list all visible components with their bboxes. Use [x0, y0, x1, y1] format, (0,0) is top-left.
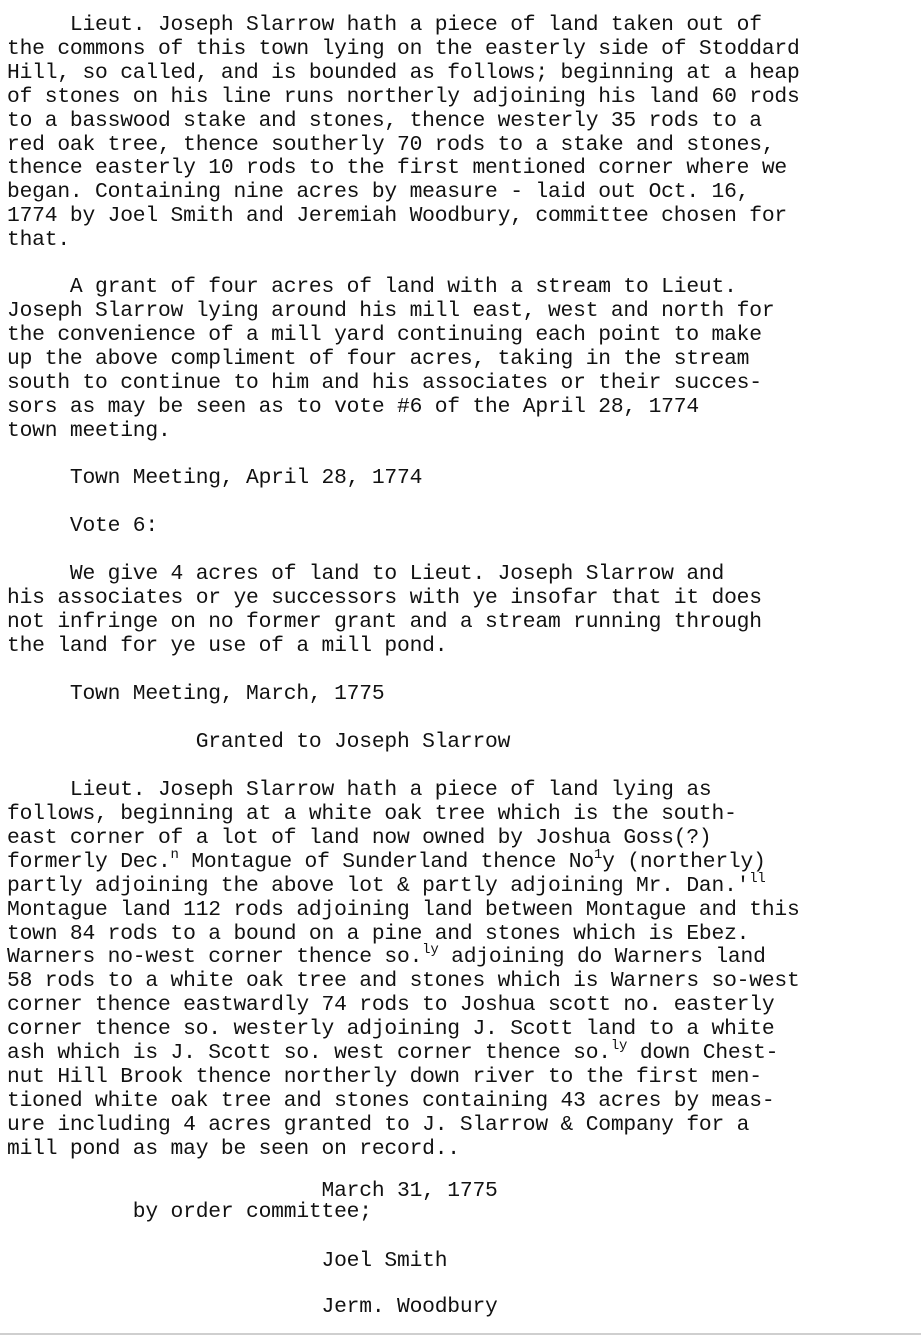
signature-name: Joel Smith — [7, 1249, 448, 1273]
text-line: ure including 4 acres granted to J. Slarrow & Company for a — [7, 1113, 750, 1137]
text-line: 58 rods to a white oak tree and stones which is Warners so-west — [7, 969, 800, 993]
text-line: red oak tree, thence southerly 70 rods to a stake and stones, — [7, 133, 775, 157]
superscript: ly — [610, 1038, 628, 1054]
text-line: town 84 rods to a bound on a pine and stones which is Ebez. — [7, 922, 750, 946]
page-edge-divider — [0, 1333, 921, 1335]
text-line — [7, 942, 766, 969]
text-line: nut Hill Brook thence northerly down river to the first men- — [7, 1065, 762, 1089]
text-line: tioned white oak tree and stones containing 43 acres by meas- — [7, 1089, 775, 1113]
text-line: not infringe on no former grant and a stream running through — [7, 610, 762, 634]
text-segment: formerly Dec. — [7, 850, 171, 874]
text-segment: down Chest- — [627, 1041, 779, 1065]
text-line: up the above compliment of four acres, taking in the stream — [7, 347, 750, 371]
text-line: the land for ye use of a mill pond. — [7, 634, 448, 658]
superscript: 1 — [593, 847, 603, 863]
text-segment: Montague of Sunderland thence No — [178, 850, 594, 874]
text-line: corner thence eastwardly 74 rods to Joshua scott no. easterly — [7, 993, 775, 1017]
text-line: to a basswood stake and stones, thence westerly 35 rods to a — [7, 109, 762, 133]
text-line: the commons of this town lying on the easterly side of Stoddard — [7, 37, 800, 61]
text-line — [7, 1038, 779, 1065]
text-line: his associates or ye successors with ye insofar that it does — [7, 586, 762, 610]
text-line: the convenience of a mill yard continuing each point to make — [7, 323, 762, 347]
superscript: ly — [422, 942, 439, 958]
text-line: Lieut. Joseph Slarrow hath a piece of land lying as — [7, 778, 712, 802]
text-line — [7, 847, 766, 874]
text-line: that. — [7, 228, 70, 252]
signature-order: by order committee; — [7, 1200, 372, 1224]
text-segment: y (northerly) — [602, 850, 766, 874]
text-line: mill pond as may be seen on record.. — [7, 1137, 460, 1161]
text-line: We give 4 acres of land to Lieut. Joseph Slarrow and — [7, 562, 725, 586]
signature-name: Jerm. Woodbury — [7, 1295, 498, 1319]
text-line: follows, beginning at a white oak tree which is the south- — [7, 802, 737, 826]
text-line: A grant of four acres of land with a stream to Lieut. — [7, 275, 737, 299]
superscript: ll — [749, 871, 766, 887]
text-line: began. Containing nine acres by measure - laid out Oct. 16, — [7, 180, 750, 204]
meeting-heading: Town Meeting, April 28, 1774 — [7, 466, 423, 490]
text-line: town meeting. — [7, 419, 171, 443]
text-line: east corner of a lot of land now owned by Joshua Goss(?) — [7, 826, 712, 850]
grant-heading: Granted to Joseph Slarrow — [7, 730, 511, 754]
text-segment: Warners no-west corner thence so. — [7, 945, 423, 969]
text-line: south to continue to him and his associates or their succes- — [7, 371, 762, 395]
signature-date: March 31, 1775 — [7, 1179, 498, 1203]
text-line — [7, 871, 766, 898]
meeting-heading: Town Meeting, March, 1775 — [7, 682, 385, 706]
text-line: Lieut. Joseph Slarrow hath a piece of land taken out of — [7, 13, 762, 37]
superscript: n — [170, 847, 179, 863]
vote-label: Vote 6: — [7, 514, 158, 538]
text-line: Hill, so called, and is bounded as follows; beginning at a heap — [7, 61, 800, 85]
text-segment: ash which is J. Scott so. west corner thence so. — [7, 1041, 611, 1065]
text-segment: partly adjoining the above lot & partly adjoining Mr. Dan.' — [7, 874, 750, 898]
text-line: sors as may be seen as to vote #6 of the April 28, 1774 — [7, 395, 699, 419]
text-line: Joseph Slarrow lying around his mill east, west and north for — [7, 299, 775, 323]
text-line: corner thence so. westerly adjoining J. Scott land to a white — [7, 1017, 775, 1041]
text-line: Montague land 112 rods adjoining land between Montague and this — [7, 898, 800, 922]
text-line: thence easterly 10 rods to the first mentioned corner where we — [7, 156, 787, 180]
text-line: of stones on his line runs northerly adjoining his land 60 rods — [7, 85, 800, 109]
text-segment: adjoining do Warners land — [438, 945, 766, 969]
text-line: 1774 by Joel Smith and Jeremiah Woodbury, committee chosen for — [7, 204, 787, 228]
